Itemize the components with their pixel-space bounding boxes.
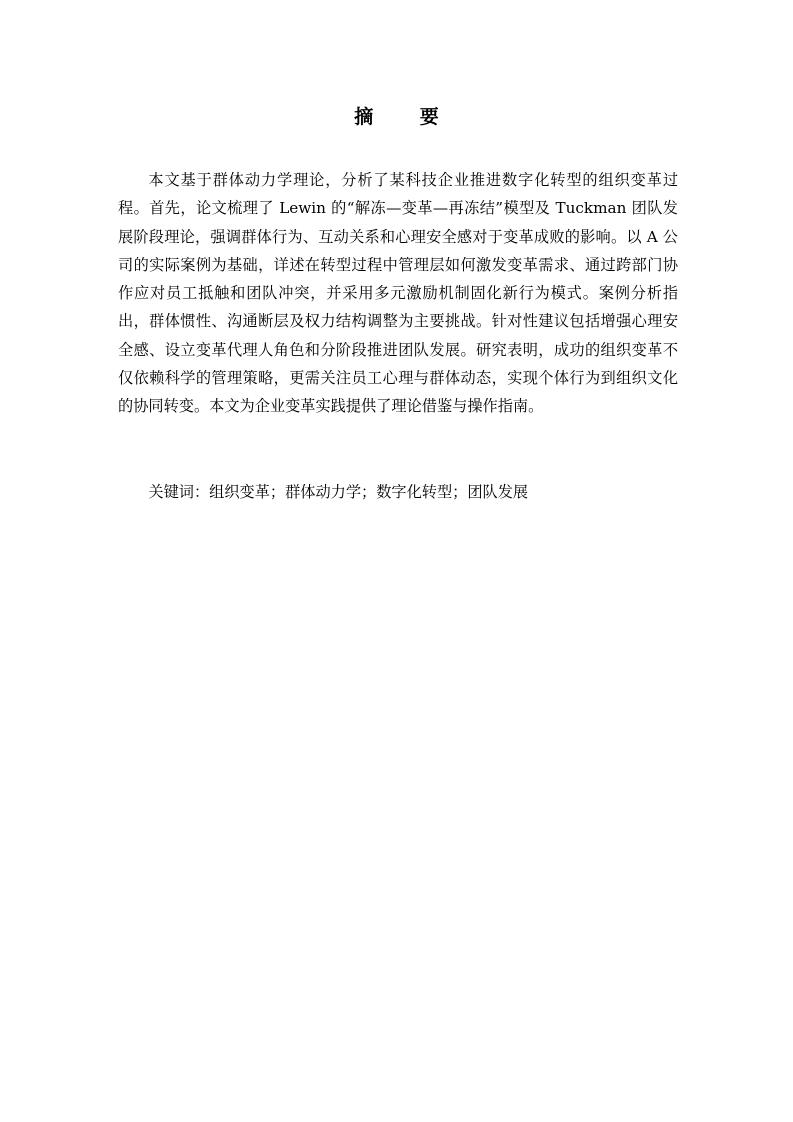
keywords-line: 关键词：组织变革；群体动力学；数字化转型；团队发展: [148, 483, 529, 501]
abstract-body: 本文基于群体动力学理论，分析了某科技企业推进数字化转型的组织变革过程。首先，论文梳理了 Lewin 的“解冻—变革—再冻结”模型及 Tuckman 团队发展阶段理论，强调群体行为、互动关系和心理安全感对于变革成败的影响。以 A 公司的实际案例为基础，详述在转型过程中管理层如何激发变革需求、通过跨部门协作应对员工抵触和团队冲突，并采用多元激励机制固化新行为模式。案例分析指出，群体惯性、沟通断层及权力结构调整为主要挑战。针对性建议包括增强心理安全感、设立变革代理人角色和分阶段推进团队发展。研究表明，成功的组织变革不仅依赖科学的管理策略，更需关注员工心理与群体动态，实现个体行为到组织文化的协同转变。本文为企业变革实践提供了理论借鉴与操作指南。: [118, 171, 678, 416]
abstract-title: 摘 要: [354, 106, 459, 128]
